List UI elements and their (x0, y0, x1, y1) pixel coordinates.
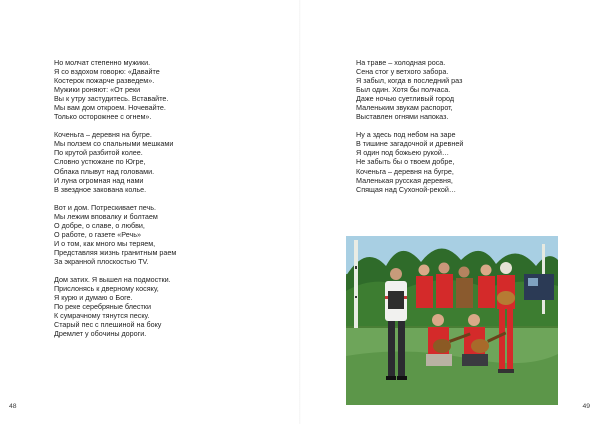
stanza (356, 130, 463, 193)
poem-line: По реке серебряные блестки (54, 302, 151, 312)
poem-line: Старый пес с плешиной на боку (54, 320, 162, 330)
poem-line: Был один. Хотя бы полчаса. (356, 85, 451, 95)
poem-line: Я один под божьею рукой… (356, 148, 450, 158)
poem-line: Маленьким звукам распорот, (356, 103, 453, 113)
poem-line: Мы ползем со спальными мешками (54, 139, 174, 149)
poem-line: Только осторожнее с огнем». (54, 112, 152, 122)
poem-line: Дремлет у обочины дороги. (54, 329, 147, 339)
poem-line: Облака плывут над головами. (54, 166, 155, 176)
page-number-left: 48 (9, 403, 17, 410)
stanza (54, 130, 176, 193)
poem-line: По крутой разбитой колее. (54, 148, 143, 158)
poem-line: К сумрачному тянутся песку. (54, 311, 150, 321)
poem-line: И луна огромная над нами (54, 175, 144, 185)
poem-line: Мы лежим вповалку и болтаем (54, 211, 158, 221)
poem-line: Мы вам дом откроем. Ночевайте. (54, 103, 166, 113)
stanza (54, 275, 176, 338)
poem-line: Ну а здесь под небом на заре (356, 130, 456, 140)
poem-line: За экранной плоскостью TV. (54, 256, 149, 266)
right-page (300, 0, 600, 424)
poem-line: Но молчат степенно мужики. (54, 58, 151, 67)
poem-line: Я курю и думаю о Боге. (54, 293, 133, 303)
poem-text-right (356, 58, 463, 203)
poem-line: Коченьга – деревня на бугре, (356, 166, 454, 176)
poem-line: О добре, о славе, о любви, (54, 220, 145, 230)
poem-line: Дом затих. Я вышел на подмостки. (54, 274, 171, 284)
poem-line: Не забыть бы о твоем добре, (356, 157, 455, 167)
page-number-right: 49 (582, 403, 590, 410)
poem-line: И о том, как много мы теряем, (54, 238, 156, 248)
poem-line: Даже ночью суетливый город (356, 94, 455, 104)
poem-text-left (54, 58, 176, 347)
poem-line: Представляя жизнь гранитным раем (54, 247, 177, 257)
poem-line: Сена стог у ветхого забора. (356, 67, 449, 77)
poem-line: Костерок пожарче разведем». (54, 76, 155, 86)
stanza (356, 58, 463, 121)
poem-line: Прислонясь к дверному косяку, (54, 284, 159, 294)
stanza (54, 203, 176, 266)
group-photo (346, 236, 558, 405)
poem-line: Выставлен огнями напоказ. (356, 112, 449, 122)
poem-line: О работе, о газете «Речь» (54, 229, 142, 239)
poem-line: Вот и дом. Потрескивает печь. (54, 202, 157, 212)
group-photo-illustration (346, 236, 558, 405)
poem-line: Мужики роняют: «От реки (54, 85, 141, 95)
poem-line: В звездное закована колье. (54, 184, 147, 194)
poem-line: Коченьга – деревня на бугре. (54, 130, 152, 140)
poem-line: Спящая над Сухоной-рекой… (356, 184, 457, 194)
poem-line: Я со вздохом говорю: «Давайте (54, 67, 160, 77)
poem-line: Я забыл, когда в последний раз (356, 76, 463, 86)
poem-line: В тишине загадочной и древней (356, 139, 464, 149)
poem-line: На траве – холодная роса. (356, 58, 446, 67)
poem-line: Маленькая русская деревня, (356, 175, 453, 185)
poem-line: Словно устюжане по Югре, (54, 157, 146, 167)
poem-line: Вы к утру застудитесь. Вставайте. (54, 94, 169, 104)
stanza (54, 58, 176, 121)
